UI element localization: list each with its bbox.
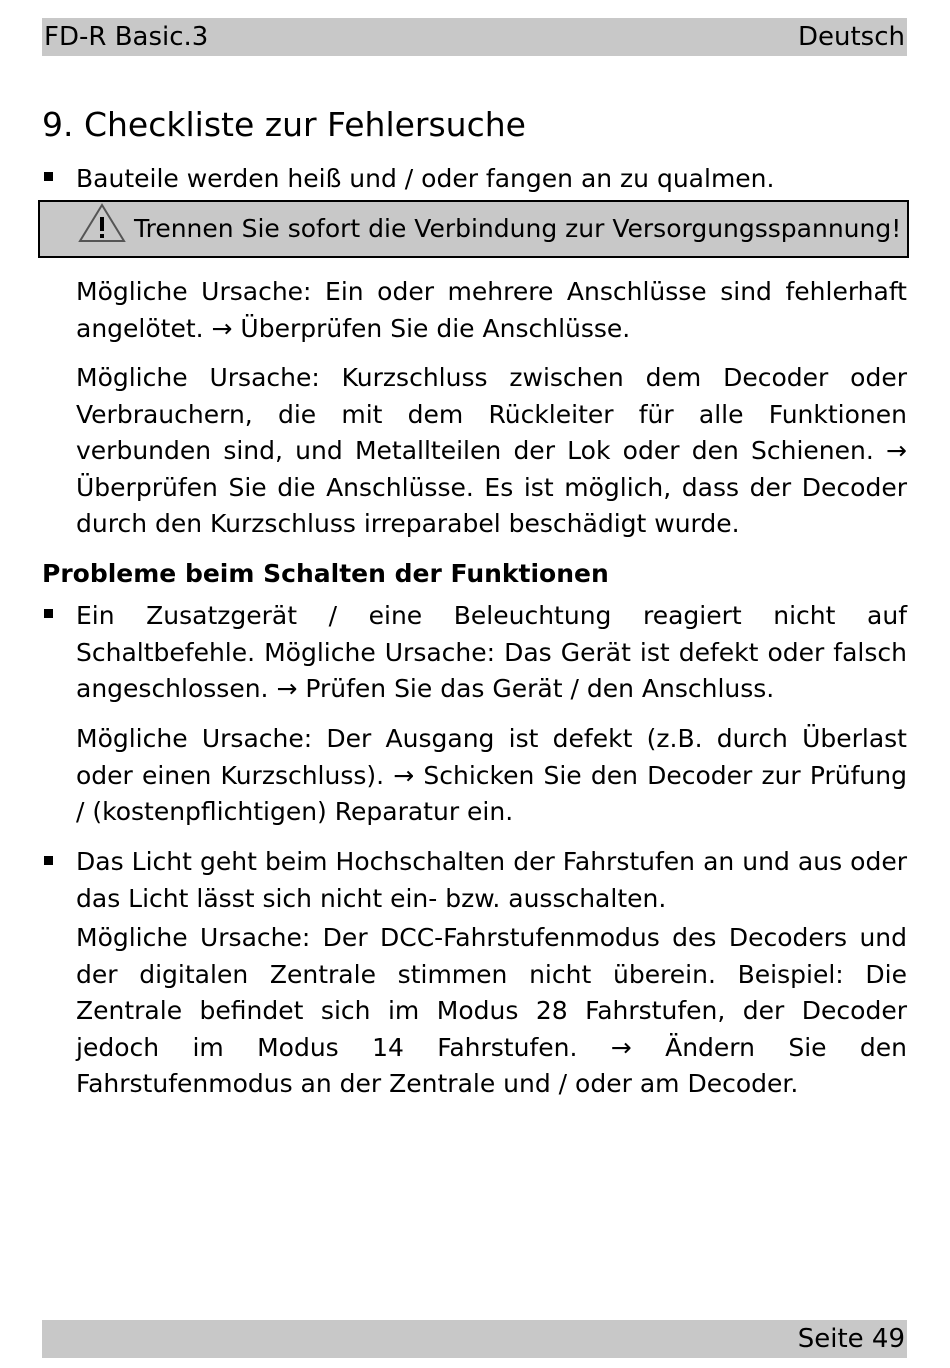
page-header (42, 18, 907, 56)
cause-paragraph: Mögliche Ursache: Kurzschluss zwischen dem Decoder oder Verbrauchern, die mit dem Rückleiter für alle Funktionen verbunden sind, und Metallteilen der Lok oder den Schienen. → Überprüfen Sie die Anschlüsse. Es ist möglich, dass der Decoder durch den Kurzschluss irreparabel beschädigt wurde. (76, 363, 907, 538)
page-footer (42, 1320, 907, 1358)
header-language: Deutsch (797, 22, 905, 52)
page-number: Seite 49 (797, 1324, 905, 1354)
cause-paragraph: Mögliche Ursache: Der Ausgang ist defekt (z.B. durch Überlast oder einen Kurzschluss). → Schicken Sie den Decoder zur Prüfung / (kostenpflichtigen) Reparatur ein. (76, 724, 907, 826)
bullet-square-icon (44, 172, 53, 181)
warning-triangle-icon (78, 203, 126, 243)
bullet-square-icon (44, 609, 53, 618)
bullet-square-icon (44, 856, 53, 865)
section-heading: Probleme beim Schalten der Funktionen (42, 559, 609, 588)
cause-paragraph: Mögliche Ursache: Der DCC-Fahrstufenmodus des Decoders und der digitalen Zentrale stimmen nicht überein. Beispiel: Die Zentrale befindet sich im Modus 28 Fahrstufen, der Decoder jedoch im Modus 14 Fahrstufen. → Ändern Sie den Fahrstufenmodus an der Zentrale und / oder am Decoder. (76, 923, 907, 1098)
list-item: Ein Zusatzgerät / eine Beleuchtung reagiert nicht auf Schaltbefehle. Mögliche Ursache: Das Gerät ist defekt oder falsch angeschlossen. → Prüfen Sie das Gerät / den Anschluss. (76, 601, 907, 703)
cause-paragraph: Mögliche Ursache: Ein oder mehrere Anschlüsse sind fehlerhaft angelötet. → Überprüfen Sie die Anschlüsse. (76, 277, 907, 343)
warning-text: Trennen Sie sofort die Verbindung zur Versorgungsspannung! (134, 214, 902, 243)
list-item: Bauteile werden heiß und / oder fangen an zu qualmen. (76, 164, 775, 193)
list-item: Das Licht geht beim Hochschalten der Fahrstufen an und aus oder das Licht lässt sich nicht ein- bzw. ausschalten. (76, 847, 907, 913)
header-product: FD-R Basic.3 (44, 22, 209, 52)
page-title: 9. Checkliste zur Fehlersuche (42, 105, 526, 144)
